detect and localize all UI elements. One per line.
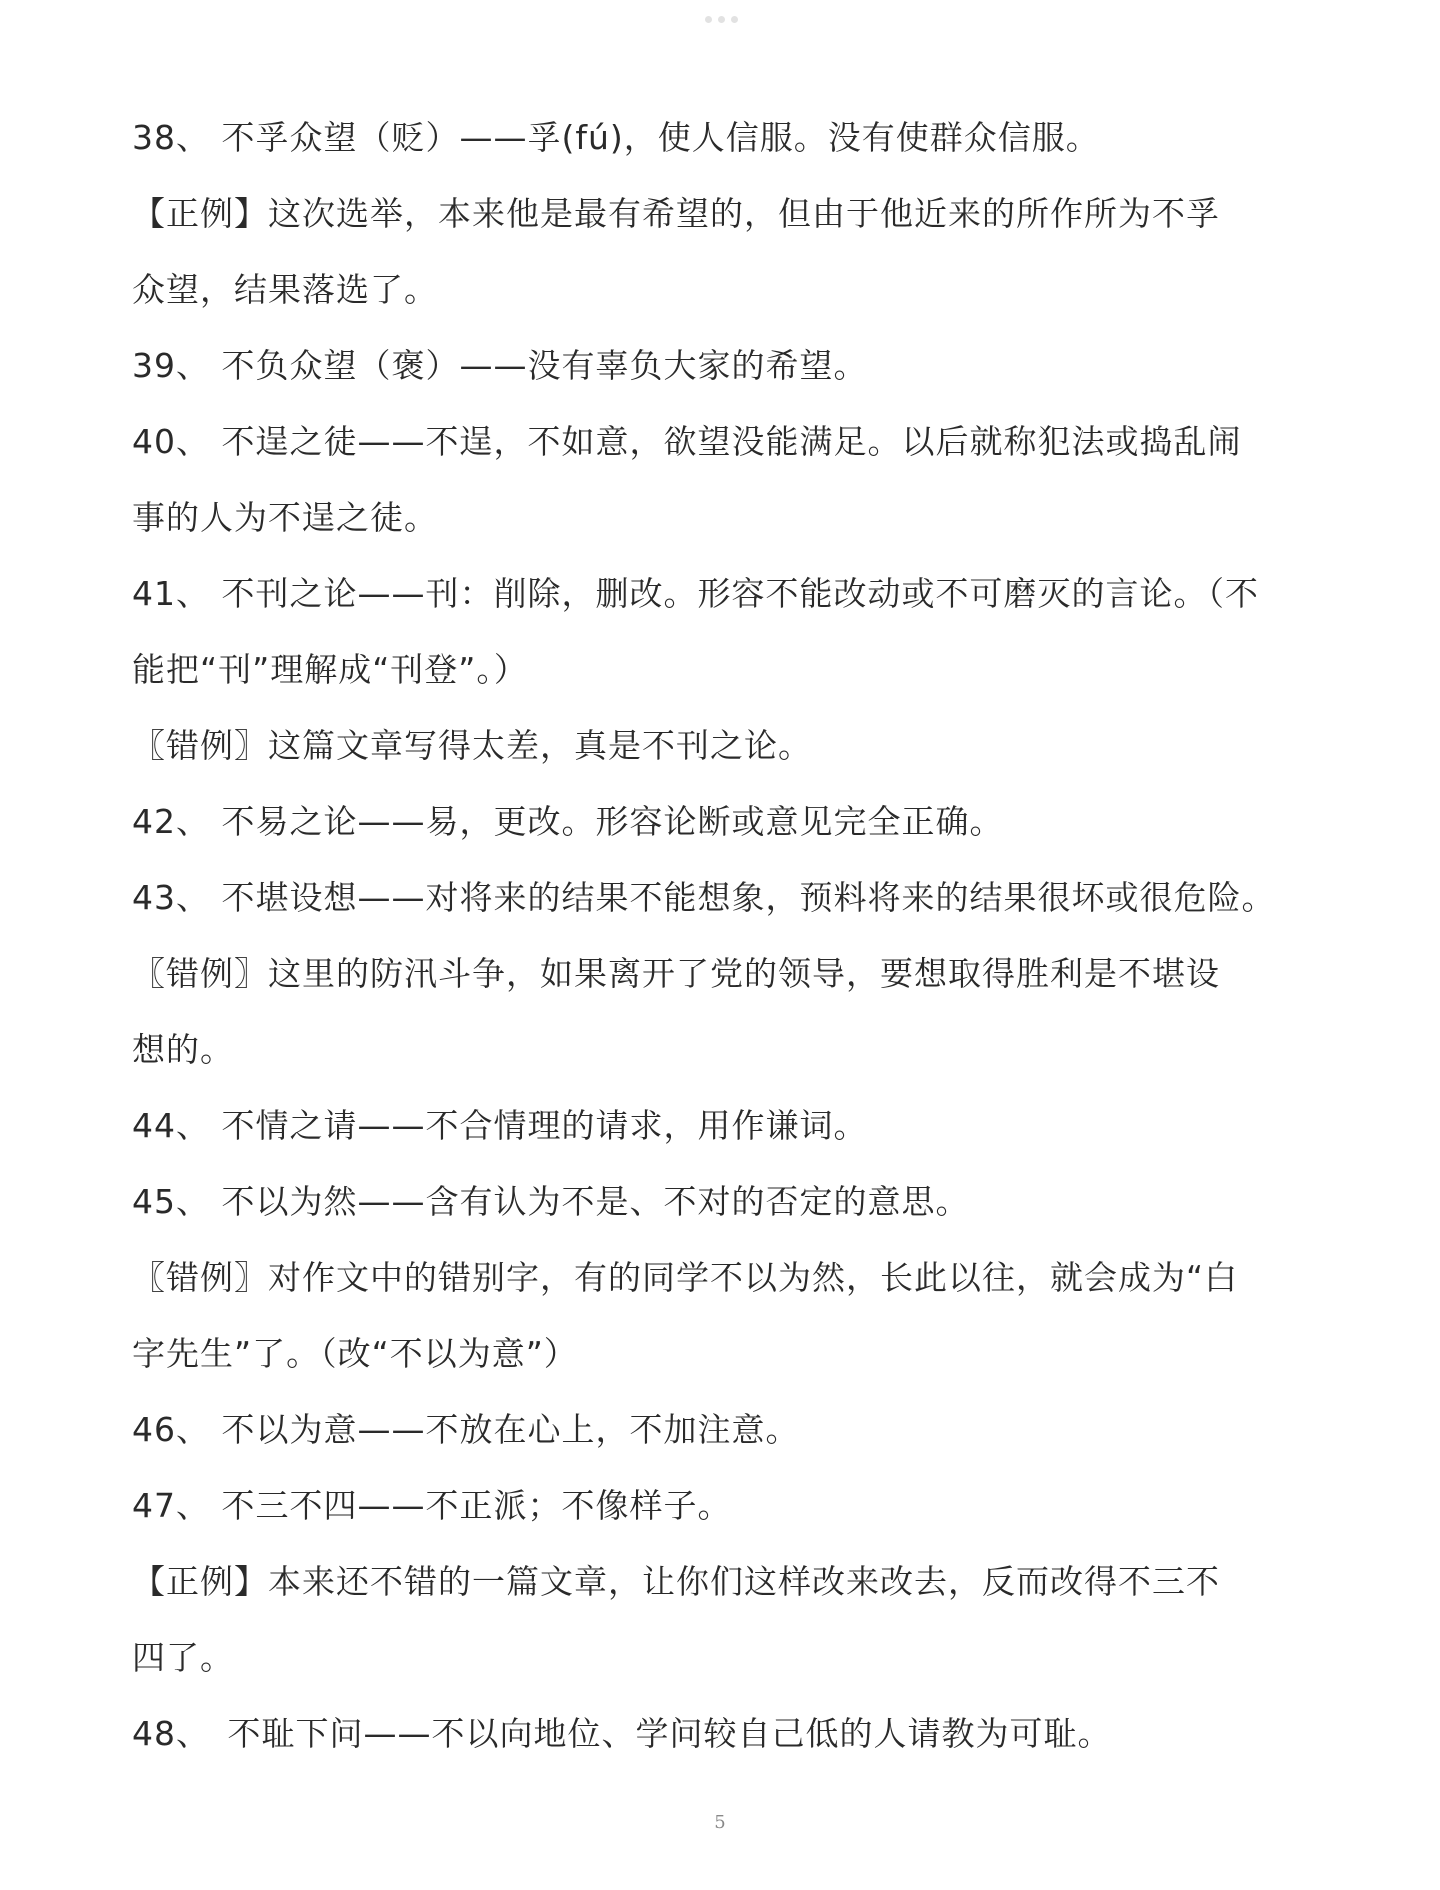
document-body: [132, 100, 1322, 1772]
text-line: 〖错例〗这里的防汛斗争，如果离开了党的领导，要想取得胜利是不堪设: [132, 954, 1220, 993]
text-line: 43、 不堪设想——对将来的结果不能想象，预料将来的结果很坏或很危险。: [132, 878, 1276, 917]
page-loading-indicator: [705, 16, 738, 23]
text-line: 39、 不负众望（褒）——没有辜负大家的希望。: [132, 346, 868, 385]
indicator-dot-icon: [705, 16, 712, 23]
text-line: 字先生”了。（改“不以为意”）: [132, 1334, 578, 1373]
text-line: 47、 不三不四——不正派；不像样子。: [132, 1486, 732, 1525]
text-line: 〖错例〗对作文中的错别字，有的同学不以为然，长此以往，就会成为“白: [132, 1258, 1239, 1297]
text-line: 48、 不耻下问——不以向地位、学问较自己低的人请教为可耻。: [132, 1714, 1112, 1753]
text-line: 46、 不以为意——不放在心上，不加注意。: [132, 1410, 800, 1449]
text-line: 40、 不逞之徒——不逞，不如意，欲望没能满足。以后就称犯法或捣乱闹: [132, 422, 1242, 461]
text-line: 41、 不刊之论——刊：削除，删改。形容不能改动或不可磨灭的言论。（不: [132, 574, 1259, 613]
text-line: 众望，结果落选了。: [132, 270, 438, 309]
text-line: 45、 不以为然——含有认为不是、不对的否定的意思。: [132, 1182, 970, 1221]
text-line: 38、 不孚众望（贬）——孚(fú)，使人信服。没有使群众信服。: [132, 118, 1100, 157]
text-line: 想的。: [132, 1030, 234, 1069]
text-line: 能把“刊”理解成“刊登”。）: [132, 650, 528, 689]
indicator-dot-icon: [718, 16, 725, 23]
text-line: 【正例】这次选举，本来他是最有希望的，但由于他近来的所作所为不孚: [132, 194, 1220, 233]
indicator-dot-icon: [731, 16, 738, 23]
text-line: 四了。: [132, 1638, 234, 1677]
page-number: 5: [714, 1812, 726, 1833]
text-line: 事的人为不逞之徒。: [132, 498, 438, 537]
text-line: 42、 不易之论——易，更改。形容论断或意见完全正确。: [132, 802, 1004, 841]
text-line: 〖错例〗这篇文章写得太差，真是不刊之论。: [132, 726, 812, 765]
text-line: 44、 不情之请——不合情理的请求，用作谦词。: [132, 1106, 868, 1145]
text-line: 【正例】本来还不错的一篇文章，让你们这样改来改去，反而改得不三不: [132, 1562, 1220, 1601]
